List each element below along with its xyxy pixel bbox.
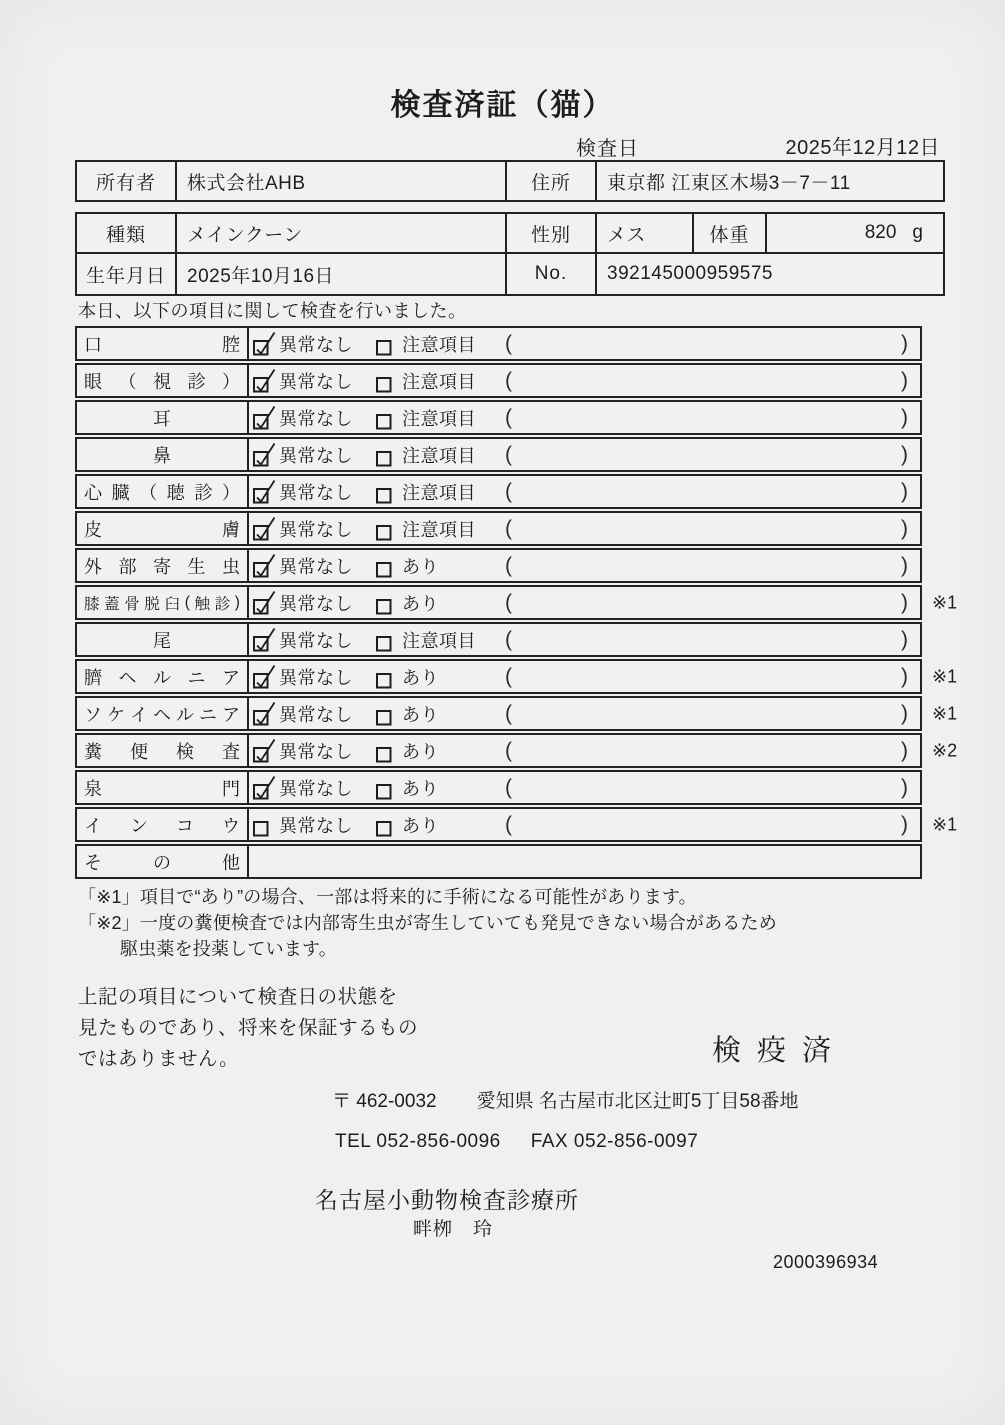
checklist-row <box>75 659 958 694</box>
checklist-row-label: そ の 他 <box>77 846 249 877</box>
attention-option <box>375 328 476 359</box>
no-abnormality-label: 異常なし <box>279 667 353 688</box>
no-abnormality-option <box>252 365 353 396</box>
paren-close: ) <box>901 331 908 355</box>
paren-close: ) <box>901 738 908 762</box>
attention-label: あり <box>402 778 439 799</box>
checked-checkbox-icon <box>252 663 277 690</box>
paren-close: ) <box>901 812 908 836</box>
paren-close: ) <box>901 590 908 614</box>
weight-label: 体重 <box>694 214 767 252</box>
attention-label: 注意項目 <box>402 630 476 651</box>
owner-value: 株式会社AHB <box>177 162 507 200</box>
attention-label: あり <box>402 704 439 725</box>
checklist-row-content <box>249 476 920 507</box>
unchecked-checkbox-icon <box>375 811 400 838</box>
checklist-row-label: 外 部 寄 生 虫 <box>77 550 249 581</box>
checked-checkbox-icon <box>252 589 277 616</box>
checklist-row <box>75 511 922 546</box>
unchecked-checkbox-icon <box>375 330 400 357</box>
clinic-postal-code: 〒 462-0032 <box>332 1091 437 1112</box>
no-abnormality-option <box>252 624 353 655</box>
no-abnormality-option <box>252 698 353 729</box>
checked-checkbox-icon <box>252 737 277 764</box>
paren-close: ) <box>901 516 908 540</box>
checklist-row <box>75 474 922 509</box>
checklist-row <box>75 622 922 657</box>
footnote-marker: ※1 <box>932 814 958 834</box>
breed-value: メインクーン <box>177 214 507 252</box>
page-title: 検査済証（猫） <box>390 89 615 122</box>
weight-value <box>767 214 943 252</box>
no-abnormality-label: 異常なし <box>279 556 353 577</box>
paren-open: ( <box>505 775 512 799</box>
checklist-row <box>75 585 958 620</box>
attention-label: あり <box>402 593 439 614</box>
pet-table-row-2 <box>77 254 943 294</box>
no-abnormality-label: 異常なし <box>279 482 353 503</box>
no-abnormality-label: 異常なし <box>279 630 353 651</box>
attention-option <box>375 439 476 470</box>
checklist-row-label: ソ ケ イ ヘ ル ニ ア <box>77 698 249 729</box>
checklist-row-label: 口 腔 <box>77 328 249 359</box>
checklist-row-label: イ ン コ ウ <box>77 809 249 840</box>
owner-table-row <box>77 162 943 200</box>
paren-close: ) <box>901 664 908 688</box>
footnote-marker: ※1 <box>932 666 958 686</box>
veterinarian-name: 畔栁 玲 <box>413 1219 494 1240</box>
checklist-row-label: 鼻 <box>77 439 249 470</box>
paren-close: ) <box>901 775 908 799</box>
owner-label: 所有者 <box>77 162 177 200</box>
paren-open: ( <box>505 479 512 503</box>
footnote-marker: ※1 <box>932 592 958 612</box>
checklist-row-label: 尾 <box>77 624 249 655</box>
attention-option <box>375 698 439 729</box>
checklist-row-label: 心 臓 （ 聴 診 ） <box>77 476 249 507</box>
no-abnormality-label: 異常なし <box>279 445 353 466</box>
clinic-name: 名古屋小動物検査診療所 <box>315 1187 579 1213</box>
checklist-row <box>75 844 922 879</box>
checklist-row-content <box>249 587 920 618</box>
checklist-row-label: 糞 便 検 査 <box>77 735 249 766</box>
no-label: No. <box>507 254 597 294</box>
attention-option <box>375 624 476 655</box>
sex-value: メス <box>597 214 694 252</box>
no-abnormality-option <box>252 328 353 359</box>
attention-label: あり <box>402 667 439 688</box>
no-abnormality-label: 異常なし <box>279 593 353 614</box>
paren-close: ) <box>901 553 908 577</box>
checklist-row-content <box>249 328 920 359</box>
attention-label: 注意項目 <box>402 334 476 355</box>
checklist-row <box>75 733 958 768</box>
attention-option <box>375 772 439 803</box>
checklist-row-content <box>249 846 920 877</box>
unchecked-checkbox-icon <box>375 626 400 653</box>
checked-checkbox-icon <box>252 552 277 579</box>
unchecked-checkbox-icon <box>375 404 400 431</box>
pet-table <box>75 212 945 296</box>
paren-close: ) <box>901 442 908 466</box>
attention-label: あり <box>402 815 439 836</box>
paren-open: ( <box>505 627 512 651</box>
no-abnormality-label: 異常なし <box>279 704 353 725</box>
unchecked-checkbox-icon <box>375 515 400 542</box>
paren-open: ( <box>505 516 512 540</box>
checked-checkbox-icon <box>252 367 277 394</box>
attention-label: あり <box>402 556 439 577</box>
no-abnormality-label: 異常なし <box>279 741 353 762</box>
unchecked-checkbox-icon <box>375 441 400 468</box>
attention-label: 注意項目 <box>402 371 476 392</box>
checklist-row <box>75 437 922 472</box>
attention-option <box>375 402 476 433</box>
no-value: 392145000959575 <box>607 263 774 284</box>
checklist-row-content <box>249 439 920 470</box>
unchecked-checkbox-icon <box>375 552 400 579</box>
intro-text: 本日、以下の項目に関して検査を行いました。 <box>78 301 467 321</box>
checklist-row <box>75 807 958 842</box>
paren-open: ( <box>505 738 512 762</box>
checklist-row-content <box>249 809 920 840</box>
paren-open: ( <box>505 812 512 836</box>
weight-unit: g <box>912 222 923 243</box>
checklist-row-content <box>249 365 920 396</box>
paren-open: ( <box>505 664 512 688</box>
footnotes <box>78 884 777 962</box>
unchecked-checkbox-icon <box>375 478 400 505</box>
checklist-row-label: 臍 ヘ ル ニ ア <box>77 661 249 692</box>
paren-open: ( <box>505 590 512 614</box>
address-label: 住所 <box>507 162 597 200</box>
checklist-table <box>75 326 958 881</box>
attention-option <box>375 587 439 618</box>
unchecked-checkbox-icon <box>252 811 277 838</box>
no-abnormality-option <box>252 476 353 507</box>
checklist-row <box>75 696 958 731</box>
attention-label: 注意項目 <box>402 445 476 466</box>
attention-option <box>375 661 439 692</box>
weight-number: 820 <box>864 222 897 243</box>
no-abnormality-option <box>252 772 353 803</box>
disclaimer-line-3: ではありません。 <box>78 1048 240 1070</box>
no-abnormality-option <box>252 735 353 766</box>
checked-checkbox-icon <box>252 441 277 468</box>
no-abnormality-label: 異常なし <box>279 815 353 836</box>
no-abnormality-option <box>252 402 353 433</box>
attention-label: 注意項目 <box>402 408 476 429</box>
unchecked-checkbox-icon <box>375 700 400 727</box>
attention-label: あり <box>402 741 439 762</box>
sex-label: 性別 <box>507 214 597 252</box>
attention-option <box>375 550 439 581</box>
document-serial-number: 2000396934 <box>773 1252 879 1272</box>
no-abnormality-option <box>252 809 353 840</box>
checklist-row-content <box>249 550 920 581</box>
no-abnormality-option <box>252 550 353 581</box>
checked-checkbox-icon <box>252 404 277 431</box>
paren-open: ( <box>505 701 512 725</box>
footnote-1: 「※1」項目で“あり”の場合、一部は将来的に手術になる可能性があります。 <box>78 887 697 907</box>
attention-label: 注意項目 <box>402 519 476 540</box>
attention-option <box>375 735 439 766</box>
attention-option <box>375 513 476 544</box>
no-abnormality-label: 異常なし <box>279 371 353 392</box>
paren-open: ( <box>505 368 512 392</box>
checked-checkbox-icon <box>252 700 277 727</box>
no-abnormality-option <box>252 587 353 618</box>
checklist-row-content <box>249 772 920 803</box>
checklist-row-label: 泉 門 <box>77 772 249 803</box>
inspection-date-value: 2025年12月12日 <box>785 137 940 159</box>
paren-close: ) <box>901 701 908 725</box>
footnote-marker: ※2 <box>932 740 958 760</box>
footnote-2-continued: 駆虫薬を投薬しています。 <box>120 939 337 959</box>
paren-open: ( <box>505 442 512 466</box>
attention-option <box>375 365 476 396</box>
attention-label: 注意項目 <box>402 482 476 503</box>
birth-value: 2025年10月16日 <box>177 254 507 294</box>
unchecked-checkbox-icon <box>375 367 400 394</box>
attention-option <box>375 809 439 840</box>
checklist-row-content <box>249 661 920 692</box>
paren-close: ) <box>901 405 908 429</box>
quarantine-stamp: 検疫済 <box>712 1035 848 1067</box>
clinic-address: 愛知県 名古屋市北区辻町5丁目58番地 <box>476 1091 799 1112</box>
footnote-2: 「※2」一度の糞便検査では内部寄生虫が寄生していても発見できない場合があるため <box>78 913 777 933</box>
footnote-marker: ※1 <box>932 703 958 723</box>
checklist-row <box>75 363 922 398</box>
clinic-fax: FAX 052-856-0097 <box>530 1131 699 1152</box>
paren-open: ( <box>505 553 512 577</box>
unchecked-checkbox-icon <box>375 737 400 764</box>
checklist-row-label: 膝 蓋 骨 脱 臼 ( 触 診 ) <box>77 587 249 618</box>
no-abnormality-label: 異常なし <box>279 519 353 540</box>
paren-close: ) <box>901 479 908 503</box>
checklist-row <box>75 326 922 361</box>
checklist-row-content <box>249 624 920 655</box>
unchecked-checkbox-icon <box>375 663 400 690</box>
checked-checkbox-icon <box>252 478 277 505</box>
owner-table <box>75 160 945 202</box>
checklist-row-label: 眼 （ 視 診 ） <box>77 365 249 396</box>
checked-checkbox-icon <box>252 515 277 542</box>
address-value: 東京都 江東区木場3－7－11 <box>607 172 851 194</box>
paren-close: ) <box>901 368 908 392</box>
checked-checkbox-icon <box>252 626 277 653</box>
checklist-row <box>75 770 922 805</box>
checklist-row-content <box>249 698 920 729</box>
no-abnormality-label: 異常なし <box>279 778 353 799</box>
disclaimer-line-2: 見たものであり、将来を保証するもの <box>78 1017 419 1039</box>
disclaimer-line-1: 上記の項目について検査日の状態を <box>78 986 398 1008</box>
birth-label: 生年月日 <box>77 254 177 294</box>
attention-option <box>375 476 476 507</box>
paren-open: ( <box>505 405 512 429</box>
inspection-date-label: 検査日 <box>576 138 639 160</box>
paren-open: ( <box>505 331 512 355</box>
clinic-tel-line <box>335 1131 698 1153</box>
no-abnormality-label: 異常なし <box>279 408 353 429</box>
unchecked-checkbox-icon <box>375 774 400 801</box>
paren-close: ) <box>901 627 908 651</box>
checklist-row-label: 耳 <box>77 402 249 433</box>
breed-label: 種類 <box>77 214 177 252</box>
checked-checkbox-icon <box>252 774 277 801</box>
pet-table-row-1 <box>77 214 943 254</box>
no-abnormality-option <box>252 513 353 544</box>
clinic-postal-line <box>332 1086 799 1113</box>
no-abnormality-option <box>252 661 353 692</box>
checklist-row-content <box>249 402 920 433</box>
unchecked-checkbox-icon <box>375 589 400 616</box>
checklist-row-content <box>249 735 920 766</box>
no-abnormality-label: 異常なし <box>279 334 353 355</box>
clinic-tel: TEL 052-856-0096 <box>335 1131 501 1152</box>
checklist-row <box>75 548 922 583</box>
no-abnormality-option <box>252 439 353 470</box>
disclaimer-text <box>78 982 418 1075</box>
checked-checkbox-icon <box>252 330 277 357</box>
checklist-row-content <box>249 513 920 544</box>
checklist-row-label: 皮 膚 <box>77 513 249 544</box>
checklist-row <box>75 400 922 435</box>
